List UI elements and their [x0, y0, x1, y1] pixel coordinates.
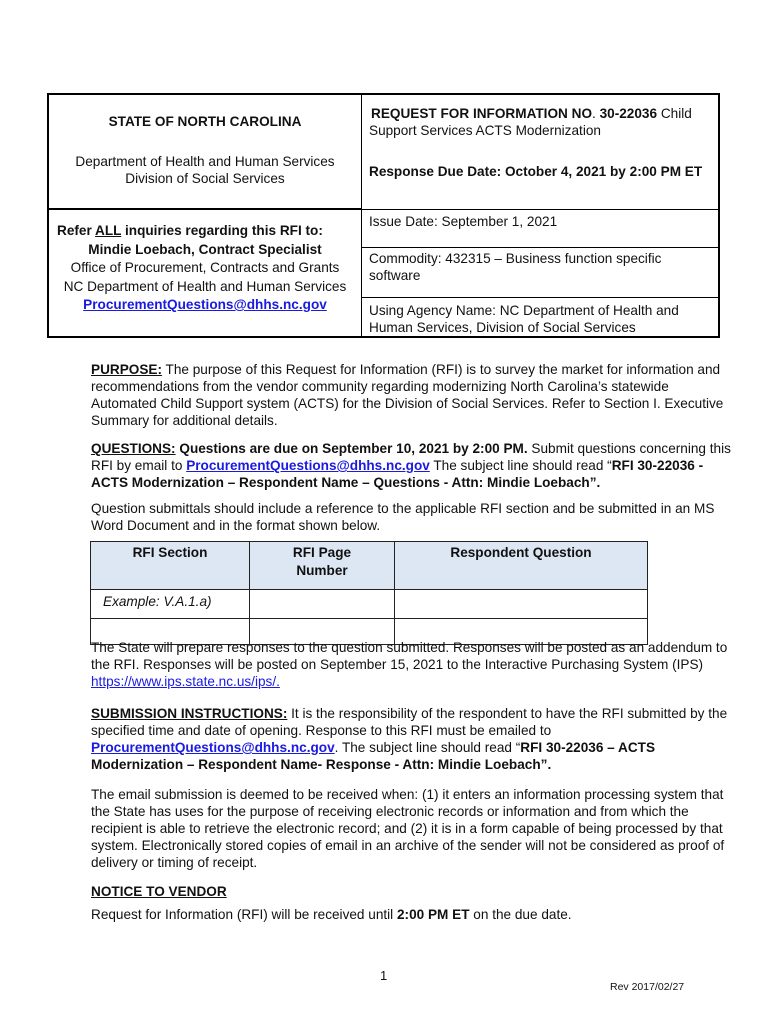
table-row: [91, 590, 648, 619]
office-name: Office of Procurement, Contracts and Grants: [70, 260, 340, 275]
contact-block: [49, 222, 361, 315]
table-cell: [250, 590, 395, 619]
purpose-label: PURPOSE:: [91, 362, 163, 377]
commodity: Commodity: 432315 – Business function specific software: [369, 251, 662, 283]
department-block: Department of Health and Human Services Division of Social Services: [75, 154, 335, 186]
response-due-date: Response Due Date: October 4, 2021 by 2:00 PM ET: [369, 164, 703, 179]
notice-paragraph: Request for Information (RFI) will be received until 2:00 PM ET on the due date.: [91, 907, 572, 922]
contact-name: Mindie Loebach, Contract Specialist: [88, 241, 322, 257]
submission-paragraph: SUBMISSION INSTRUCTIONS: It is the responsibility of the respondent to have the RFI submitted by the specified time and date of opening. Response to this RFI must be emailed to ProcurementQuestions@dhhs.nc.gov. The subject line should read “RFI 30-22036 – ACTS Modernization – Respondent Name- Response - Attn: Mindie Loebach”.: [91, 706, 728, 772]
purpose-paragraph: PURPOSE: The purpose of this Request for Information (RFI) is to survey the market for information and recommendations from the vendor community regarding modernizing North Carolina’s statewide Automated Child Support system (ACTS) for the Division of Social Services. Refer to Section I. Executive Summary for additional details.: [91, 362, 724, 428]
rfi-title: REQUEST FOR INFORMATION NO. 30-22036 Child Support Services ACTS Modernization: [369, 106, 692, 138]
col-rfi-section: RFI Section: [91, 542, 250, 590]
submission-label: SUBMISSION INSTRUCTIONS:: [91, 706, 288, 721]
header-right-separator-2: [361, 247, 718, 248]
issue-date: Issue Date: September 1, 2021: [369, 214, 558, 229]
header-right-separator-1: [361, 209, 718, 210]
page-number: 1: [380, 968, 388, 983]
responses-paragraph: The State will prepare responses to the question submitted. Responses will be posted as an addendum to the RFI. Responses will be posted on September 15, 2021 to the Interactive Purchasing System (IPS) https://www.ips.state.nc.us/ips/.: [91, 640, 728, 689]
header-left-separator: [49, 208, 361, 210]
department-full: NC Department of Health and Human Services: [63, 278, 347, 294]
email-receipt-paragraph: The email submission is deemed to be received when: (1) it enters an information processing system that the State has uses for the purpose of receiving electronic records or information and from which the recipient is able to retrieve the electronic record; and (2) it is in a form capable of being processed by that system. Electronically stored copies of email in an archive of the sender will not be considered as proof of delivery or timing of receipt.: [91, 787, 725, 870]
ips-link[interactable]: https://www.ips.state.nc.us/ips/.: [91, 674, 280, 689]
header-box: [47, 93, 720, 338]
col-rfi-page-number: RFI Page Number: [250, 542, 395, 590]
submittals-paragraph: Question submittals should include a reference to the applicable RFI section and be submitted in an MS Word Document and in the format shown below.: [91, 501, 715, 533]
notice-title: NOTICE TO VENDOR: [91, 884, 227, 899]
table-header-row: [91, 542, 648, 590]
state-title: STATE OF NORTH CAROLINA: [108, 114, 302, 129]
questions-email-link[interactable]: ProcurementQuestions@dhhs.nc.gov: [186, 458, 430, 473]
header-vertical-divider: [361, 95, 362, 336]
contact-email-link[interactable]: ProcurementQuestions@dhhs.nc.gov: [83, 297, 327, 312]
refer-line: Refer ALL inquiries regarding this RFI to:: [57, 223, 323, 238]
example-cell: Example: V.A.1.a): [91, 590, 250, 619]
questions-paragraph: QUESTIONS: Questions are due on September 10, 2021 by 2:00 PM. Submit questions concerning this RFI by email to ProcurementQuestions@dhhs.nc.gov The subject line should read “RFI 30-22036 - ACTS Modernization – Respondent Name – Questions - Attn: Mindie Loebach”.: [91, 441, 731, 490]
submission-email-link[interactable]: ProcurementQuestions@dhhs.nc.gov: [91, 740, 335, 755]
questions-label: QUESTIONS:: [91, 441, 176, 456]
using-agency: Using Agency Name: NC Department of Health and Human Services, Division of Social Services: [369, 303, 679, 335]
revision-label: Rev 2017/02/27: [610, 981, 685, 993]
table-cell: [395, 590, 648, 619]
header-right-separator-3: [361, 297, 718, 298]
question-format-table: [90, 541, 648, 645]
col-respondent-question: Respondent Question: [395, 542, 648, 590]
